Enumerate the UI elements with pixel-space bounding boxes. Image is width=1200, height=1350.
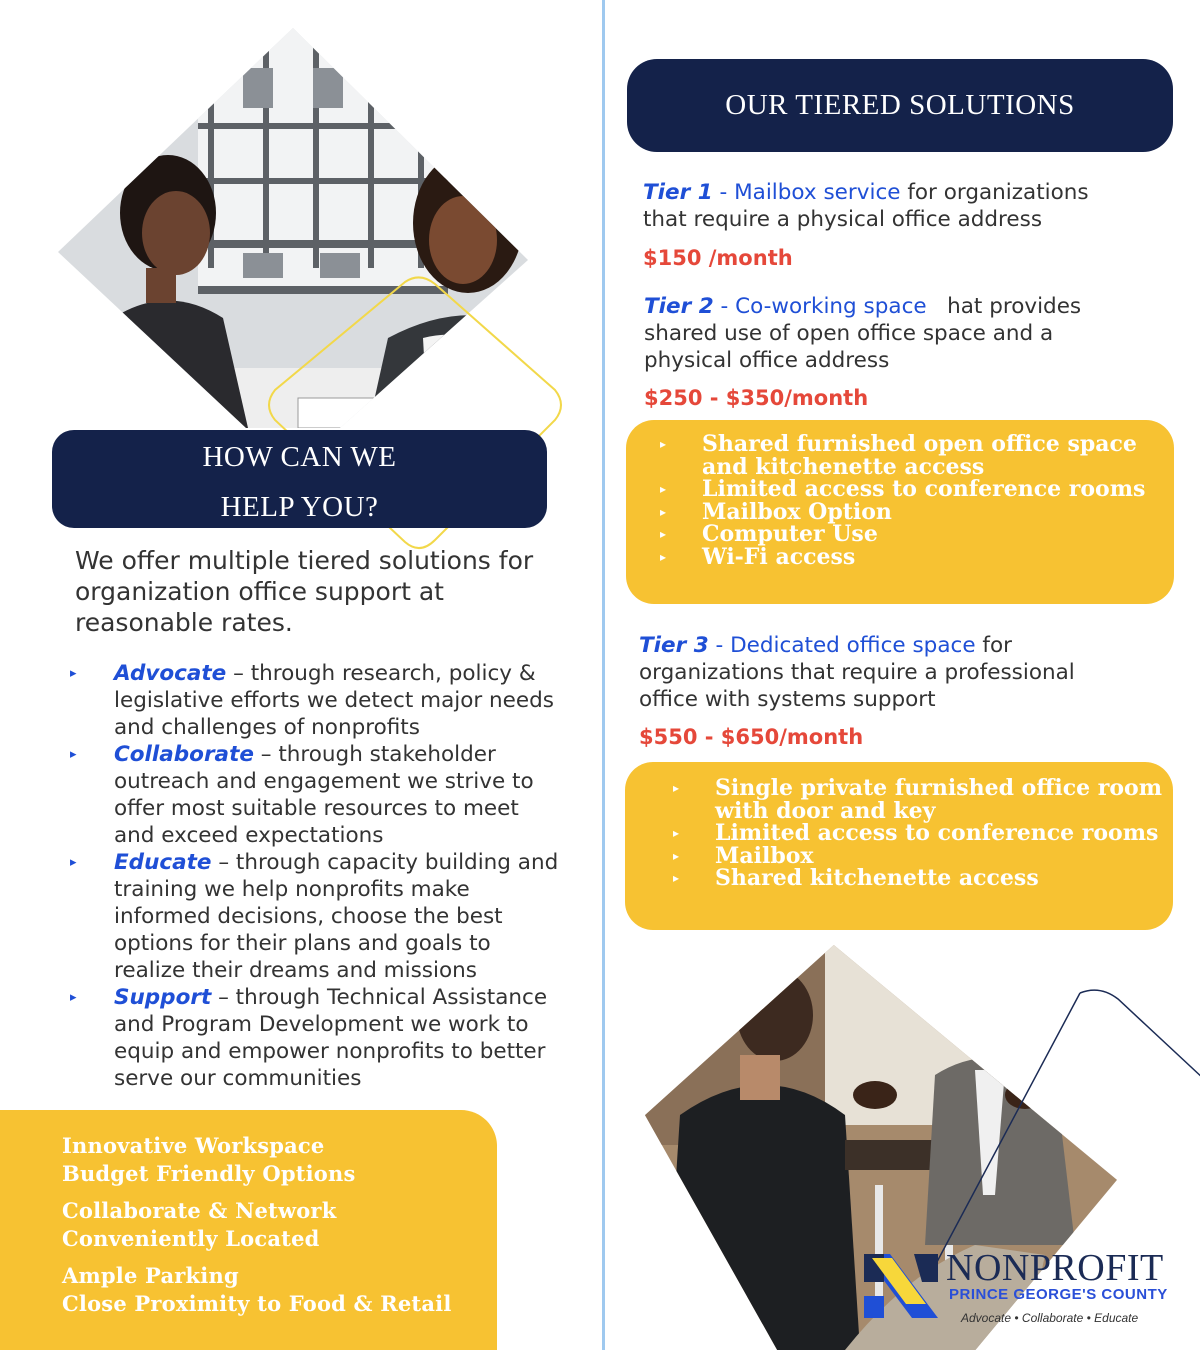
tier3-features-box (625, 762, 1173, 930)
logo-county: PRINCE GEORGE'S COUNTY (949, 1286, 1168, 1303)
tier1-description (643, 179, 1113, 233)
feature-text: Computer Use (702, 521, 878, 548)
tiered-solutions-banner: OUR TIERED SOLUTIONS (627, 59, 1173, 152)
feature-item (660, 523, 1174, 546)
service-term: Advocate (114, 661, 227, 686)
feature-item (673, 777, 1173, 822)
tier1-price: $150 /month (643, 246, 793, 270)
service-item (70, 741, 560, 849)
service-text: – through capacity building and training we help nonprofits make informed decisions, choose the best options for their plans and goals to realize their dreams and missions (114, 850, 559, 983)
service-term: Support (114, 985, 212, 1010)
tier2-label: Tier 2 (644, 294, 714, 319)
tier2-features-list (660, 433, 1174, 569)
bullet-icon: ▸ (70, 855, 77, 870)
benefit-gap (62, 1188, 497, 1197)
feature-item (660, 478, 1174, 501)
bullet-icon: ▸ (70, 747, 77, 762)
logo-tagline: Advocate • Collaborate • Educate (961, 1311, 1139, 1325)
service-item (70, 660, 560, 741)
how-can-we-help-banner (52, 430, 547, 528)
feature-item (673, 822, 1173, 845)
bullet-icon: ▸ (673, 826, 680, 841)
service-item (70, 984, 560, 1092)
service-text: – through stakeholder outreach and engagement we strive to offer most suitable resources to meet and exceed expectations (114, 742, 534, 848)
nonprofit-logo-mark (862, 1252, 940, 1320)
bullet-icon: ▸ (673, 871, 680, 886)
bullet-icon: ▸ (660, 527, 667, 542)
feature-text: Shared kitchenette access (715, 865, 1039, 892)
benefit-line: Close Proximity to Food & Retail (62, 1291, 452, 1316)
nonprofit-pgc-logo (862, 1247, 1192, 1345)
tier1-label: Tier 1 (643, 180, 713, 205)
feature-item (660, 498, 1174, 525)
feature-text: Shared furnished open office space and kitchenette access (702, 431, 1137, 480)
bullet-icon: ▸ (660, 504, 667, 519)
bullet-icon: ▸ (70, 990, 77, 1005)
service-term: Collaborate (114, 742, 254, 767)
bullet-icon: ▸ (660, 482, 667, 497)
help-banner-line2: HELP YOU? (220, 491, 379, 523)
tier1-text: for organizations that require a physical office address (643, 180, 1089, 232)
benefit-line: Ample Parking (62, 1263, 239, 1288)
benefit-gap (62, 1253, 497, 1262)
feature-text: Limited access to conference rooms (715, 820, 1159, 847)
tier2-features-box (626, 420, 1174, 604)
feature-text: Wi-Fi access (702, 543, 856, 570)
tier3-features-list (673, 777, 1173, 890)
tier2-price: $250 - $350/month (644, 386, 869, 410)
decorative-navy-outline (850, 985, 1200, 1285)
feature-text: Single private furnished office room with door and key (715, 775, 1163, 824)
service-term: Educate (114, 850, 212, 875)
feature-item (660, 543, 1174, 570)
feature-text: Limited access to conference rooms (702, 476, 1146, 503)
services-list (70, 660, 560, 1092)
bullet-icon: ▸ (673, 781, 680, 795)
tier3-sep: - (708, 633, 731, 658)
tier3-text: for organizations that require a professional office with systems support (639, 633, 1075, 712)
service-item (70, 849, 560, 984)
service-text: – through research, policy & legislative efforts we detect major needs and challenges of nonprofits (114, 661, 554, 740)
tier3-label: Tier 3 (639, 633, 709, 658)
feature-item (673, 867, 1173, 890)
benefit-line: Budget Friendly Options (62, 1161, 356, 1186)
benefit-line: Collaborate & Network (62, 1198, 337, 1223)
tier2-sep: - (713, 294, 736, 319)
benefit-line: Conveniently Located (62, 1226, 320, 1251)
bullet-icon: ▸ (660, 549, 667, 564)
tier3-name: Dedicated office space (730, 633, 976, 658)
tier1-name: Mailbox service (734, 180, 901, 205)
bullet-icon: ▸ (673, 848, 680, 863)
feature-text: Mailbox Option (702, 498, 892, 525)
logo-wordmark: NONPROFIT (946, 1247, 1164, 1289)
bullet-icon: ▸ (70, 666, 77, 681)
tier3-description (639, 632, 1109, 713)
tier2-description (644, 293, 1104, 374)
tier2-name: Co-working space (735, 294, 927, 319)
column-divider (602, 0, 605, 1350)
tier1-sep: - (712, 180, 735, 205)
benefits-box (0, 1110, 497, 1350)
feature-item (673, 842, 1173, 869)
tier2-text: hat provides shared use of open office space and a physical office address (644, 294, 1088, 373)
tier3-price: $550 - $650/month (639, 725, 864, 749)
bullet-icon: ▸ (660, 437, 667, 451)
feature-text: Mailbox (715, 842, 814, 869)
feature-item (660, 433, 1174, 478)
benefit-line: Innovative Workspace (62, 1133, 325, 1158)
help-banner-line1: HOW CAN WE (202, 441, 397, 473)
intro-text: We offer multiple tiered solutions for organization office support at reasonable rates. (75, 546, 534, 637)
service-text: – through Technical Assistance and Program Development we work to equip and empower nonprofits to better serve our communities (114, 985, 548, 1091)
